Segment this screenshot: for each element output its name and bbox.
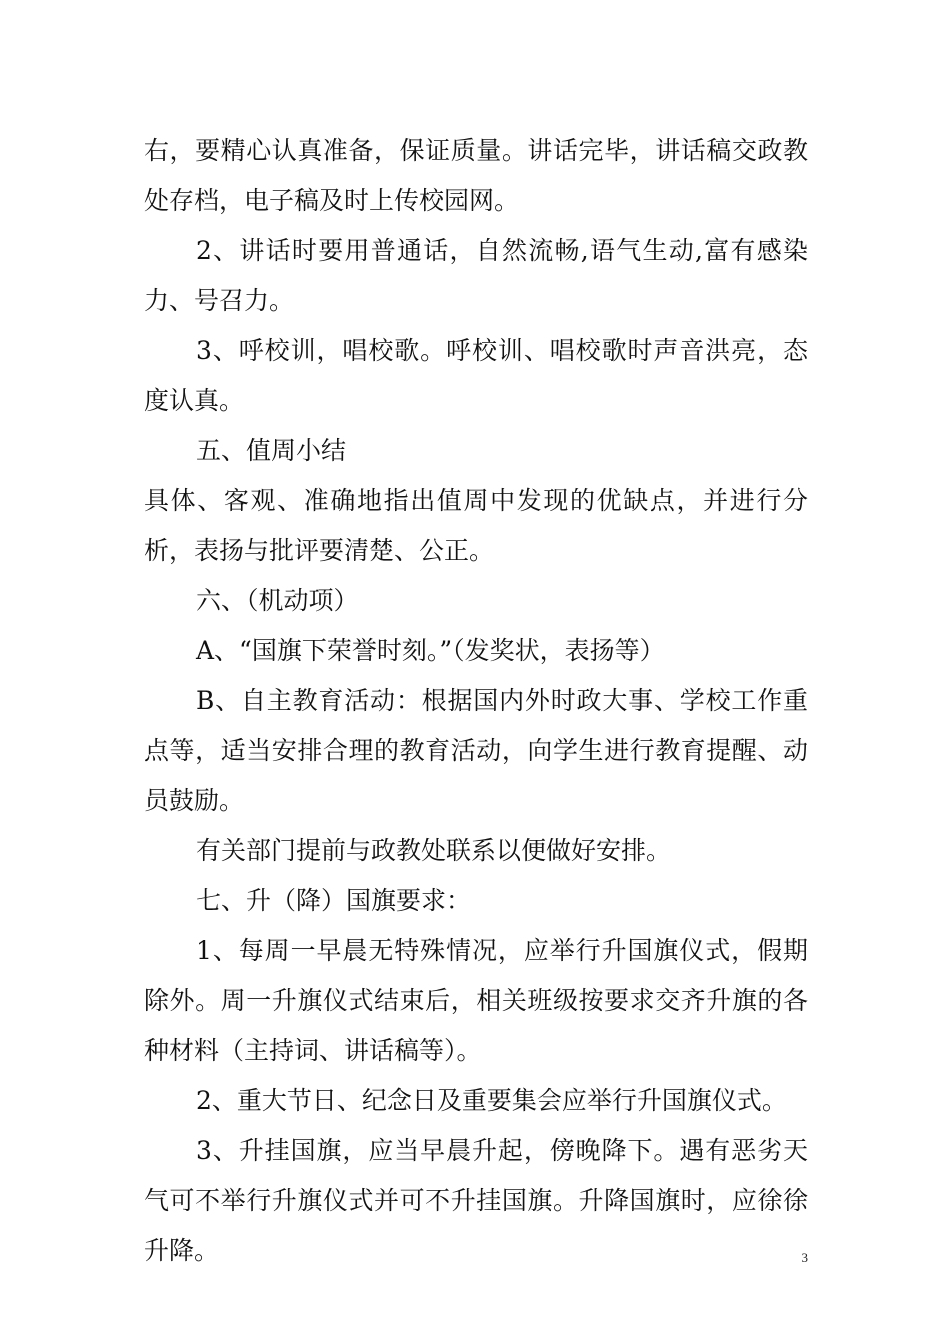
paragraph: 3、呼校训，唱校歌。呼校训、唱校歌时声音洪亮，态度认真。 <box>144 336 808 415</box>
document-body <box>144 126 808 1276</box>
paragraph: 右，要精心认真准备，保证质量。讲话完毕，讲话稿交政教处存档，电子稿及时上传校园网。 <box>144 136 808 215</box>
paragraph: 1、每周一早晨无特殊情况，应举行升国旗仪式，假期除外。周一升旗仪式结束后，相关班级按要求交齐升旗的各种材料（主持词、讲话稿等）。 <box>144 936 808 1065</box>
section-heading: 六、（机动项） <box>196 586 359 615</box>
paragraph: 有关部门提前与政教处联系以便做好安排。 <box>196 836 672 865</box>
paragraph: A、“国旗下荣誉时刻。”（发奖状，表扬等） <box>196 636 665 665</box>
paragraph: 具体、客观、准确地指出值周中发现的优缺点，并进行分析，表扬与批评要清楚、公正。 <box>144 486 808 565</box>
paragraph: 2、重大节日、纪念日及重要集会应举行升国旗仪式。 <box>196 1086 787 1115</box>
section-heading: 五、值周小结 <box>196 436 347 465</box>
paragraph: B、自主教育活动：根据国内外时政大事、学校工作重点等，适当安排合理的教育活动，向学生进行教育提醒、动员鼓励。 <box>144 686 808 815</box>
page-number: 3 <box>801 1250 808 1265</box>
section-heading: 七、升（降）国旗要求： <box>196 886 472 915</box>
paragraph: 3、升挂国旗，应当早晨升起，傍晚降下。遇有恶劣天气可不举行升旗仪式并可不升挂国旗。升降国旗时，应徐徐升降。 <box>144 1136 808 1265</box>
paragraph: 2、讲话时要用普通话，自然流畅,语气生动,富有感染力、号召力。 <box>144 236 808 315</box>
